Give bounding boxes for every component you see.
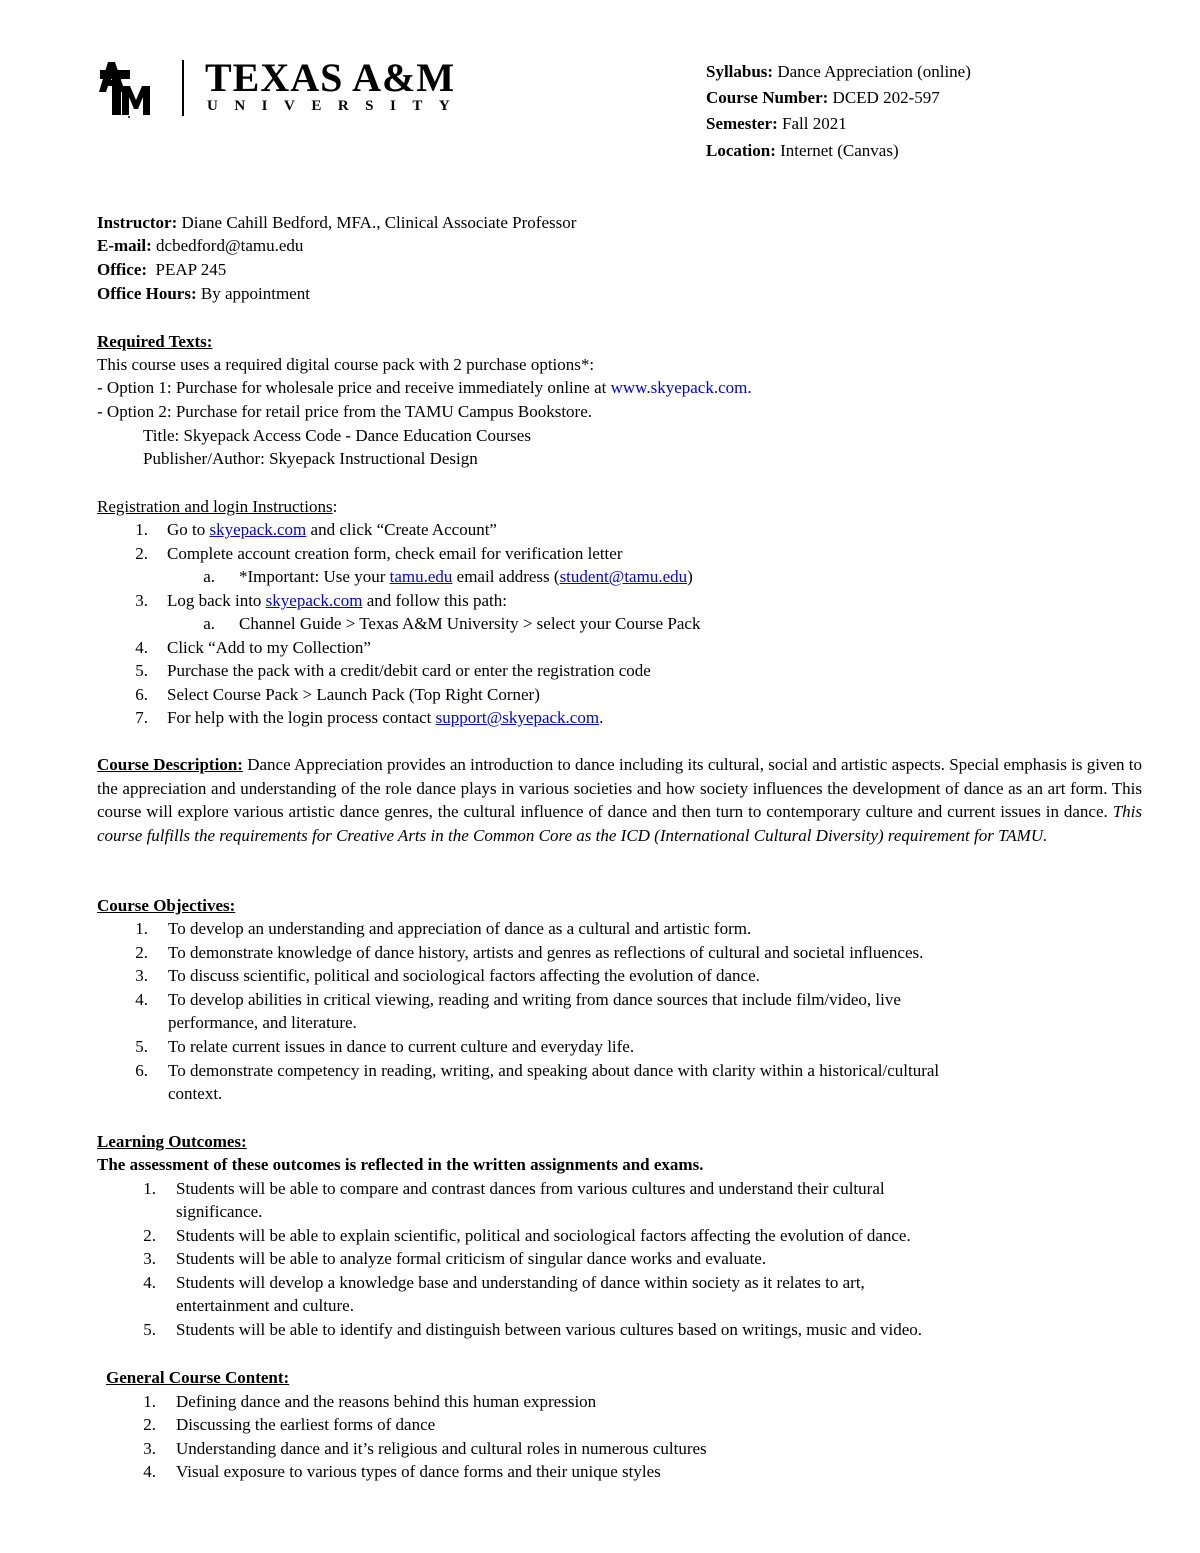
office-line: Office: PEAP 245 [97, 260, 227, 279]
office-hours-line: Office Hours: By appointment [97, 284, 310, 303]
registration-heading: Registration and login Instructions: [97, 497, 338, 516]
title-line: Title: Skyepack Access Code - Dance Education Courses [143, 426, 531, 445]
course-description-body: Dance Appreciation provides an introduction to dance including its cultural, social and artistic aspects. Special emphasis is given to the appreciation and understanding of the role dance plays in various societies and how society influences the development of dance as an art form. This course will explore various artistic dance genres, the cultural influence of dance and then turn to contemporary culture and current issues in dance. [97, 755, 1142, 821]
logo-name-line2: UNIVERSITY [207, 98, 467, 114]
skyepack-link[interactable]: www.skyepack.com [610, 378, 748, 397]
tamu-edu-link[interactable]: tamu.edu [389, 567, 453, 586]
atm-logo-icon [98, 60, 160, 118]
list-item-continuation: context. [168, 1084, 223, 1103]
learning-outcomes-subheading: The assessment of these outcomes is reflected in the written assignments and exams. [97, 1155, 704, 1174]
publisher-line: Publisher/Author: Skyepack Instructional Design [143, 449, 478, 468]
learning-outcomes-heading: Learning Outcomes: [97, 1132, 247, 1151]
course-objectives-heading: Course Objectives: [97, 896, 236, 915]
option-2-line: - Option 2: Purchase for retail price from the TAMU Campus Bookstore. [97, 402, 593, 421]
logo-divider [182, 60, 184, 116]
course-description-heading: Course Description: [97, 755, 243, 774]
list-item-continuation: performance, and literature. [168, 1013, 357, 1032]
semester-line: Semester: Fall 2021 [706, 114, 847, 133]
student-email-link[interactable]: student@tamu.edu [559, 567, 688, 586]
course-description [97, 753, 1142, 847]
course-description-note: This course fulfills the requirements for Creative Arts in the Common Core as the ICD (International Cultural Diversity) requirement for TAMU. [97, 802, 1142, 845]
skyepack-link[interactable]: skyepack.com [265, 591, 363, 610]
required-texts-heading: Required Texts: [97, 332, 213, 351]
instructor-line: Instructor: Diane Cahill Bedford, MFA., Clinical Associate Professor [97, 213, 577, 232]
location-line: Location: Internet (Canvas) [706, 141, 899, 160]
required-texts-intro: This course uses a required digital course pack with 2 purchase options*: [97, 355, 595, 374]
skyepack-link[interactable]: skyepack.com [209, 520, 307, 539]
course-number-line: Course Number: DCED 202-597 [706, 88, 940, 107]
email-line: E-mail: dcbedford@tamu.edu [97, 236, 304, 255]
support-email-link[interactable]: support@skyepack.com [435, 708, 600, 727]
logo-name-line1: TEXAS A&M [205, 55, 456, 100]
option-1-line: - Option 1: Purchase for wholesale price and receive immediately online at www.skyepack.com. [97, 378, 752, 397]
list-item-continuation: significance. [176, 1202, 263, 1221]
list-item-continuation: entertainment and culture. [176, 1296, 354, 1315]
general-content-heading: General Course Content: [106, 1368, 290, 1387]
syllabus-line: Syllabus: Dance Appreciation (online) [706, 62, 971, 81]
